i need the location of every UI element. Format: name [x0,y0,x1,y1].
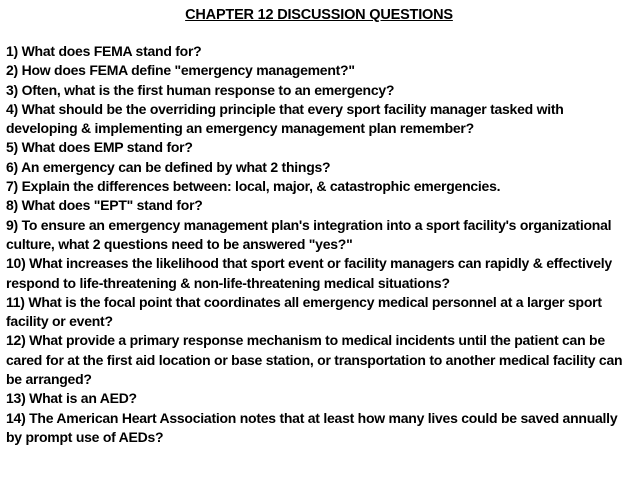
question-item: 8) What does "EPT" stand for? [6,197,203,214]
question-item: 1) What does FEMA stand for? [6,43,202,59]
question-item: 3) Often, what is the first human response to an emergency? [6,81,395,98]
question-item: 10) What increases the likelihood that sport event or facility managers can rapidly & effectively respond to life-threatening & non-life-threatening medical situations? [6,255,612,291]
question-item: 4) What should be the overriding principle that every sport facility manager tasked with developing & implementing an emergency management plan remember? [6,100,564,137]
question-item: 5) What does EMP stand for? [6,139,193,156]
question-item: 11) What is the focal point that coordinates all emergency medical personnel at a larger sport facility or event? [6,293,602,330]
question-item: 6) An emergency can be defined by what 2 things? [6,158,331,175]
question-item: 14) The American Heart Association notes that at least how many lives could be saved annually by prompt use of AEDs? [6,409,618,445]
question-item: 12) What provide a primary response mechanism to medical incidents until the patient can be cared for at the first aid location or base station, or transportation to another medical facility can be arranged? [6,332,623,388]
slide-title: CHAPTER 12 DISCUSSION QUESTIONS [185,7,453,23]
question-item: 13) What is an AED? [6,390,137,407]
question-item: 7) Explain the differences between: local, major, & catastrophic emergencies. [6,178,501,195]
question-list [6,42,636,447]
question-item: 9) To ensure an emergency management plan's integration into a sport facility's organizational culture, what 2 questions need to be answered "yes?" [6,216,612,252]
question-item: 2) How does FEMA define "emergency management?" [6,62,355,79]
